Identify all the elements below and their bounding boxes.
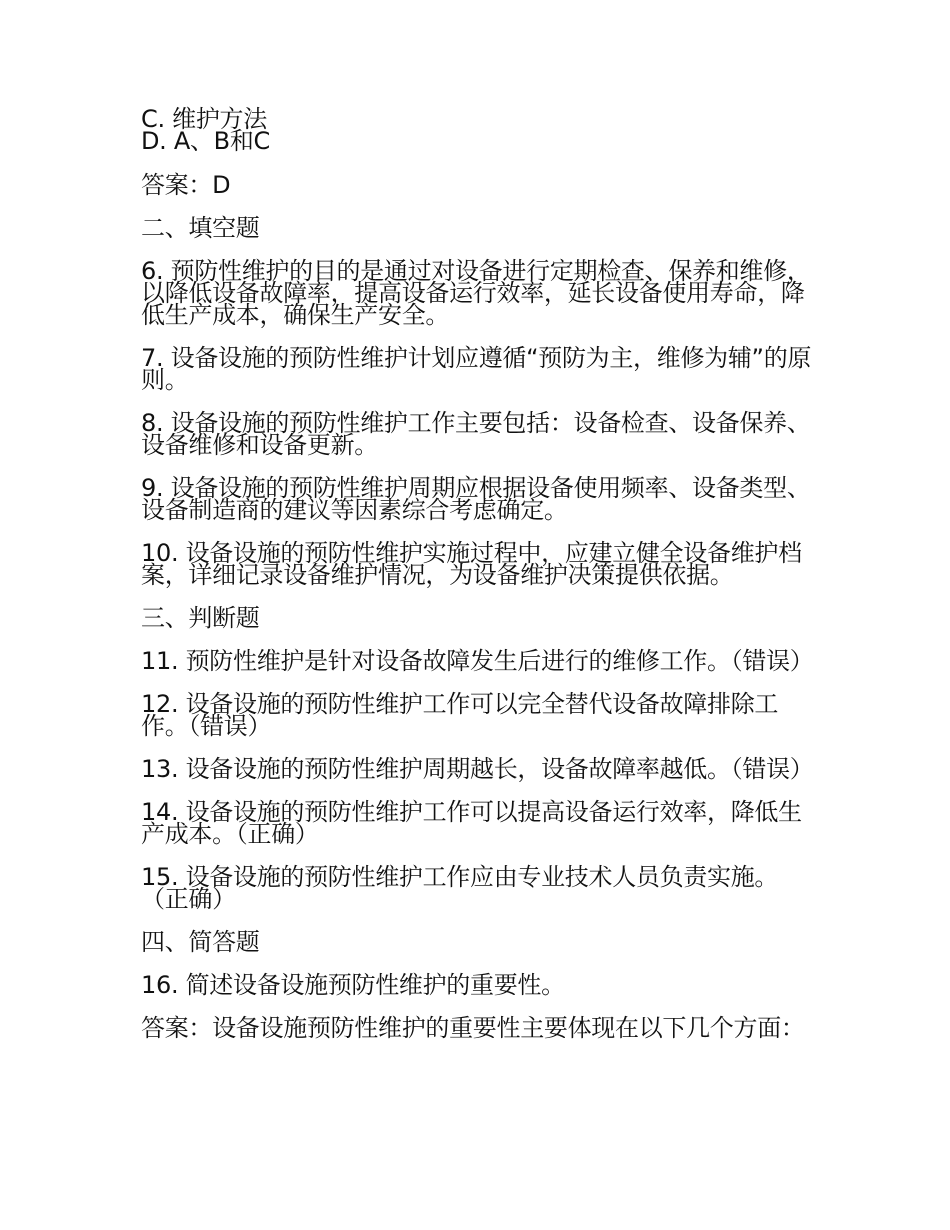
question-16: 16. 简述设备设施预防性维护的重要性。 xyxy=(141,971,565,999)
section-heading-true-false: 三、判断题 xyxy=(141,604,260,632)
option-d: D. A、B和C xyxy=(141,127,270,155)
question-14: 14. 设备设施的预防性维护工作可以提高设备运行效率，降低生产成本。（正确） xyxy=(141,798,802,848)
option-list xyxy=(141,105,813,155)
question-6: 6. 预防性维护的目的是通过对设备进行定期检查、保养和维修，以降低设备故障率，提高设备运行效率，延长设备使用寿命，降低生产成本，确保生产安全。 xyxy=(141,257,811,329)
answer-q5: 答案：D xyxy=(141,171,231,199)
question-7: 7. 设备设施的预防性维护计划应遵循“预防为主，维修为辅”的原则。 xyxy=(141,344,812,394)
answer-q16: 答案：设备设施预防性维护的重要性主要体现在以下几个方面： xyxy=(141,1014,805,1042)
document-body xyxy=(141,105,814,1042)
question-9: 9. 设备设施的预防性维护周期应根据设备使用频率、设备类型、设备制造商的建议等因素综合考虑确定。 xyxy=(141,474,811,524)
question-15: 15. 设备设施的预防性维护工作应由专业技术人员负责实施。（正确） xyxy=(141,863,779,913)
question-8: 8. 设备设施的预防性维护工作主要包括：设备检查、设备保养、设备维修和设备更新。 xyxy=(141,409,811,459)
question-11: 11. 预防性维护是针对设备故障发生后进行的维修工作。（错误） xyxy=(141,647,814,675)
section-heading-fill-in: 二、填空题 xyxy=(141,214,260,242)
section-heading-short-answer: 四、简答题 xyxy=(141,928,260,956)
question-12: 12. 设备设施的预防性维护工作可以完全替代设备故障排除工作。（错误） xyxy=(141,690,779,740)
question-10: 10. 设备设施的预防性维护实施过程中，应建立健全设备维护档案，详细记录设备维护情况，为设备维护决策提供依据。 xyxy=(141,539,802,589)
option-c: C. 维护方法 xyxy=(141,105,267,133)
question-13: 13. 设备设施的预防性维护周期越长，设备故障率越低。（错误） xyxy=(141,755,814,783)
